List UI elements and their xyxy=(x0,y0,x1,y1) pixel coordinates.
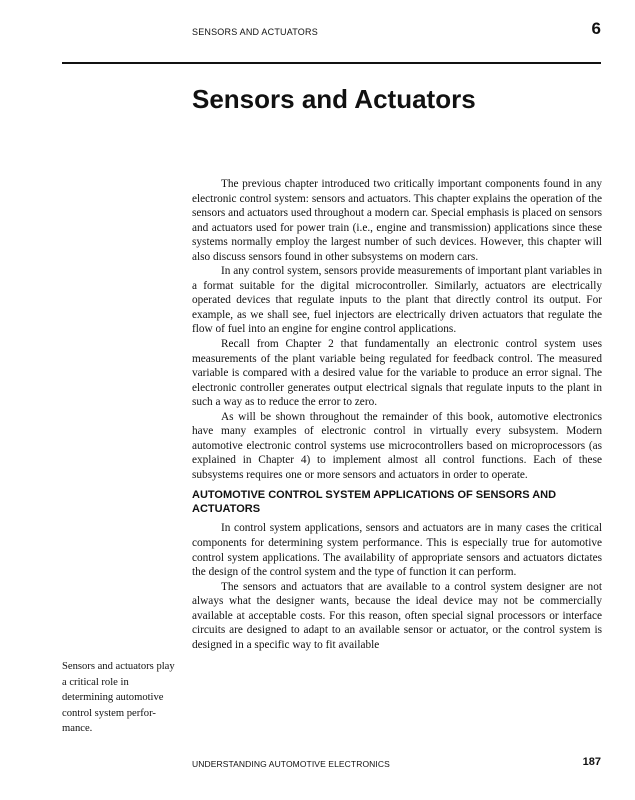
section-heading: AUTOMOTIVE CONTROL SYSTEM APPLICATIONS OF SENSORS AND ACTUATORS xyxy=(192,489,557,515)
header-rule xyxy=(62,62,601,64)
paragraph: The sensors and actuators that are available to a control system designer are not always what the designer wants, because the ideal device may not be commercially available at acceptable costs. For this reason, often special signal processors or interface circuits are designed to adapt to an available sensor or actuator, or the control system is designed in a specific way to fit available xyxy=(192,580,602,651)
paragraph: In any control system, sensors provide measurements of important plant variables in a format suitable for the digital microcontroller. Similarly, actuators are electrically operated devices that regulate inputs to the plant that directly control its output. For example, as we shall see, fuel injectors are electrically driven actuators that regulate the flow of fuel into an engine for engine control applications. xyxy=(192,265,602,336)
paragraph: As will be shown throughout the remainder of this book, automotive electronics have many examples of electronic control in virtually every subsystem. Modern automotive electronic control systems use microcontrollers based on microprocessors (as explained in Chapter 4) to implement almost all control functions. Each of these subsystems requires one or more sensors and actuators in order to operate. xyxy=(192,410,602,481)
paragraph: In control system applications, sensors and actuators are in many cases the critical components for determining system performance. This is especially true for automotive control system applications. The availability of appropriate sensors and actuators dictates the design of the control system and the type of function it can perform. xyxy=(192,522,602,579)
margin-note: Sensors and actuators play a critical role in determining automotive control system perfor-mance. xyxy=(62,661,175,734)
paragraph: Recall from Chapter 2 that fundamentally an electronic control system uses measurements of the plant variable being regulated for feedback control. The measured variable is compared with a desired value for the variable to produce an error signal. The electronic controller generates output electrical signals that regulate inputs to the plant in such a way as to reduce the error to zero. xyxy=(192,338,602,409)
running-head: SENSORS AND ACTUATORS xyxy=(192,27,318,37)
footer-book-title: UNDERSTANDING AUTOMOTIVE ELECTRONICS xyxy=(192,759,390,769)
chapter-number: 6 xyxy=(591,19,601,38)
chapter-title: Sensors and Actuators xyxy=(192,84,476,114)
body-text xyxy=(192,177,602,652)
paragraph: The previous chapter introduced two critically important components found in any electronic control system: sensors and actuators. This chapter explains the operation of the sensors and actuators used throughout a modern car. Special emphasis is placed on sensors and actuators used for power train (i.e., engine and transmission) applications since these systems normally employ the largest number of such devices. However, this chapter will also discuss sensors found in other subsystems on modern cars. xyxy=(192,178,602,263)
page-number: 187 xyxy=(582,756,601,768)
